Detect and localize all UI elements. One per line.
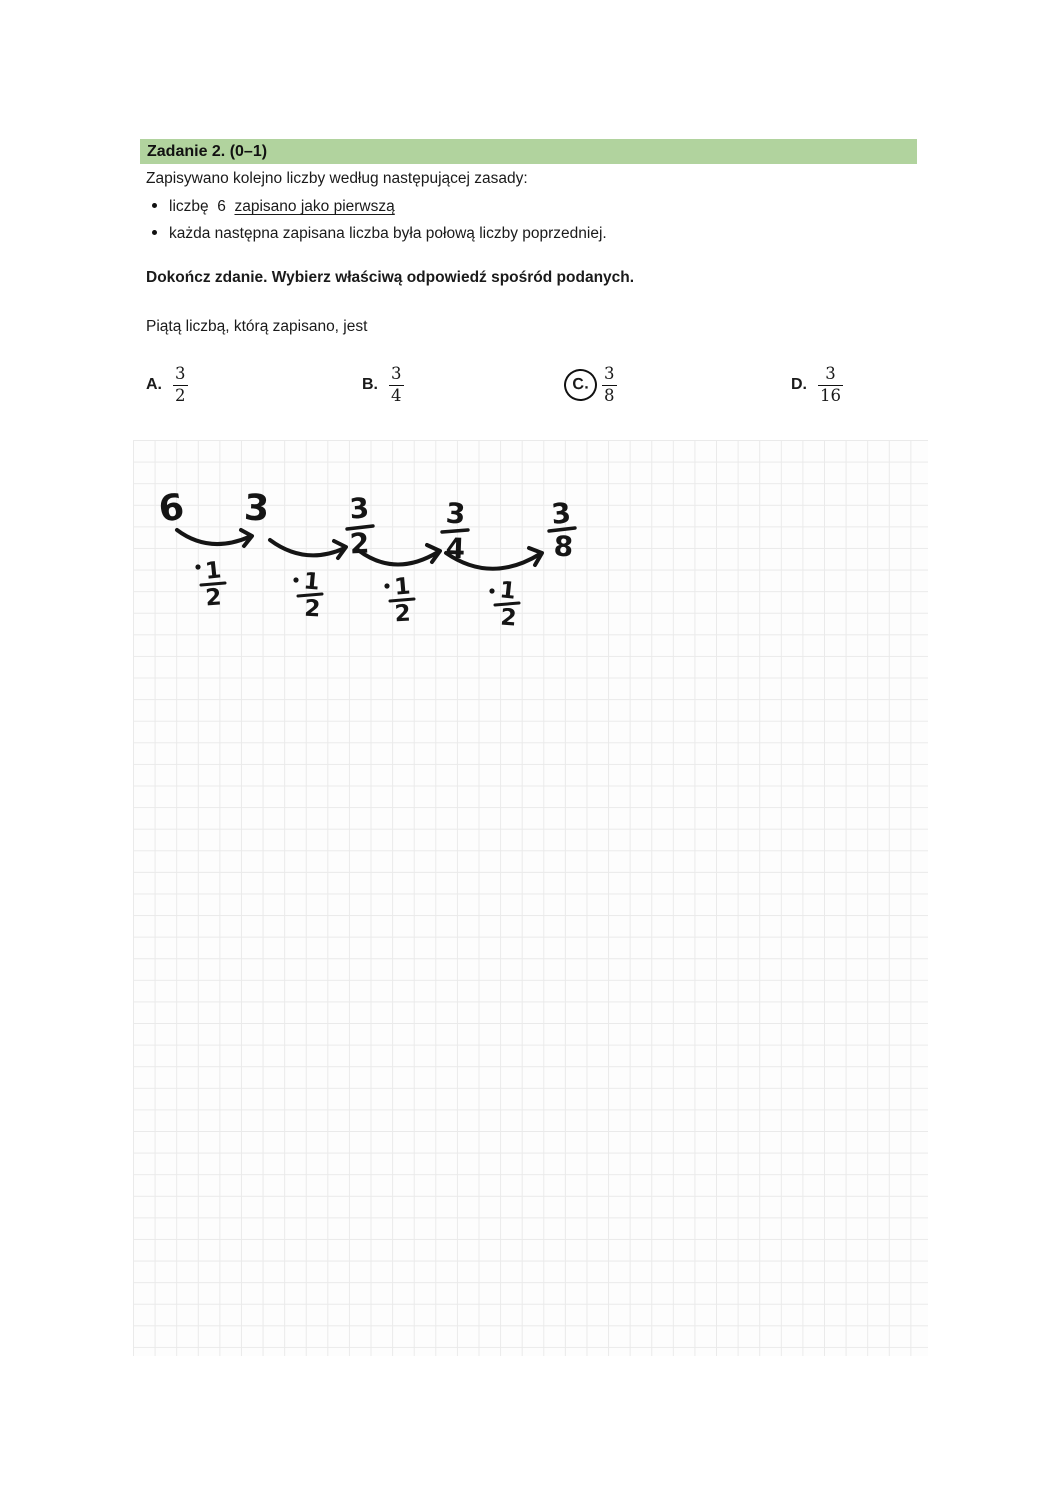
hw-fraction-numerator: 3	[444, 496, 467, 531]
hw-arrow-2	[270, 540, 346, 558]
bullet-text-underlined: zapisano jako pierwszą	[234, 198, 395, 215]
option-c-label: C.	[571, 375, 590, 394]
hw-step-numerator: 1	[203, 557, 223, 585]
hw-term-5	[549, 496, 575, 563]
hw-fraction-denominator: 8	[552, 529, 575, 564]
hw-step-factor-4	[489, 577, 519, 631]
hw-step-denominator: 2	[499, 604, 518, 632]
hw-step-numerator: 1	[302, 568, 321, 596]
option-c	[564, 360, 617, 410]
bullet-dot-icon	[152, 203, 157, 208]
multiplication-dot-icon	[384, 583, 389, 588]
bullet-item-rule	[152, 225, 607, 243]
hw-step-factor-2	[293, 568, 322, 622]
bullet-item-first-number	[152, 198, 395, 216]
option-a-label: A.	[146, 376, 162, 393]
hw-step-numerator: 1	[393, 573, 412, 601]
bullet-dot-icon	[152, 230, 157, 235]
fraction-numerator: 3	[604, 363, 615, 383]
fraction-numerator: 3	[825, 363, 836, 383]
hw-step-denominator: 2	[393, 600, 412, 628]
multiplication-dot-icon	[195, 564, 200, 569]
fraction-numerator: 3	[391, 363, 402, 383]
hw-fraction-denominator: 2	[348, 526, 371, 561]
handwritten-work	[133, 440, 928, 1356]
option-d-label: D.	[791, 376, 807, 393]
fraction-denominator: 2	[175, 385, 186, 405]
task-instruction: Dokończ zdanie. Wybierz właściwą odpowiedź spośród podanych.	[146, 269, 635, 286]
answer-circle-mark	[563, 368, 598, 402]
multiplication-dot-icon	[489, 588, 494, 593]
fraction-denominator: 16	[820, 385, 841, 405]
hw-term-2: 3	[243, 487, 271, 530]
option-b	[362, 360, 404, 410]
multiplication-dot-icon	[293, 577, 298, 582]
option-b-fraction	[389, 365, 404, 406]
hw-arrow-1	[177, 530, 252, 546]
hw-step-numerator: 1	[498, 577, 518, 605]
option-a	[146, 360, 188, 410]
hw-fraction-denominator: 4	[445, 531, 466, 566]
bullet-text-plain: liczbę 6	[169, 198, 235, 215]
hw-arrow-3	[358, 545, 440, 565]
fraction-denominator: 8	[604, 385, 615, 405]
bullet-text	[169, 198, 395, 216]
hw-fraction-numerator: 3	[348, 491, 371, 526]
task-intro: Zapisywano kolejno liczby według następującej zasady:	[146, 170, 528, 187]
question-stem: Piątą liczbą, którą zapisano, jest	[146, 318, 368, 335]
graph-paper	[133, 440, 928, 1356]
option-b-label: B.	[362, 376, 378, 393]
option-a-fraction	[173, 365, 188, 406]
hw-fraction-numerator: 3	[550, 496, 573, 531]
fraction-denominator: 4	[391, 385, 402, 405]
option-d-fraction	[818, 365, 843, 406]
task-header	[140, 139, 917, 164]
option-c-fraction	[602, 365, 617, 406]
hw-term-1: 6	[156, 486, 187, 531]
bullet-text: każda następna zapisana liczba była połową liczby poprzedniej.	[169, 225, 607, 242]
hw-step-factor-1	[195, 557, 225, 611]
task-title: Zadanie 2. (0–1)	[147, 142, 268, 160]
fraction-numerator: 3	[175, 363, 186, 383]
hw-step-factor-3	[384, 573, 414, 627]
option-d	[791, 360, 843, 410]
hw-step-denominator: 2	[204, 584, 223, 612]
hw-step-denominator: 2	[303, 595, 322, 623]
